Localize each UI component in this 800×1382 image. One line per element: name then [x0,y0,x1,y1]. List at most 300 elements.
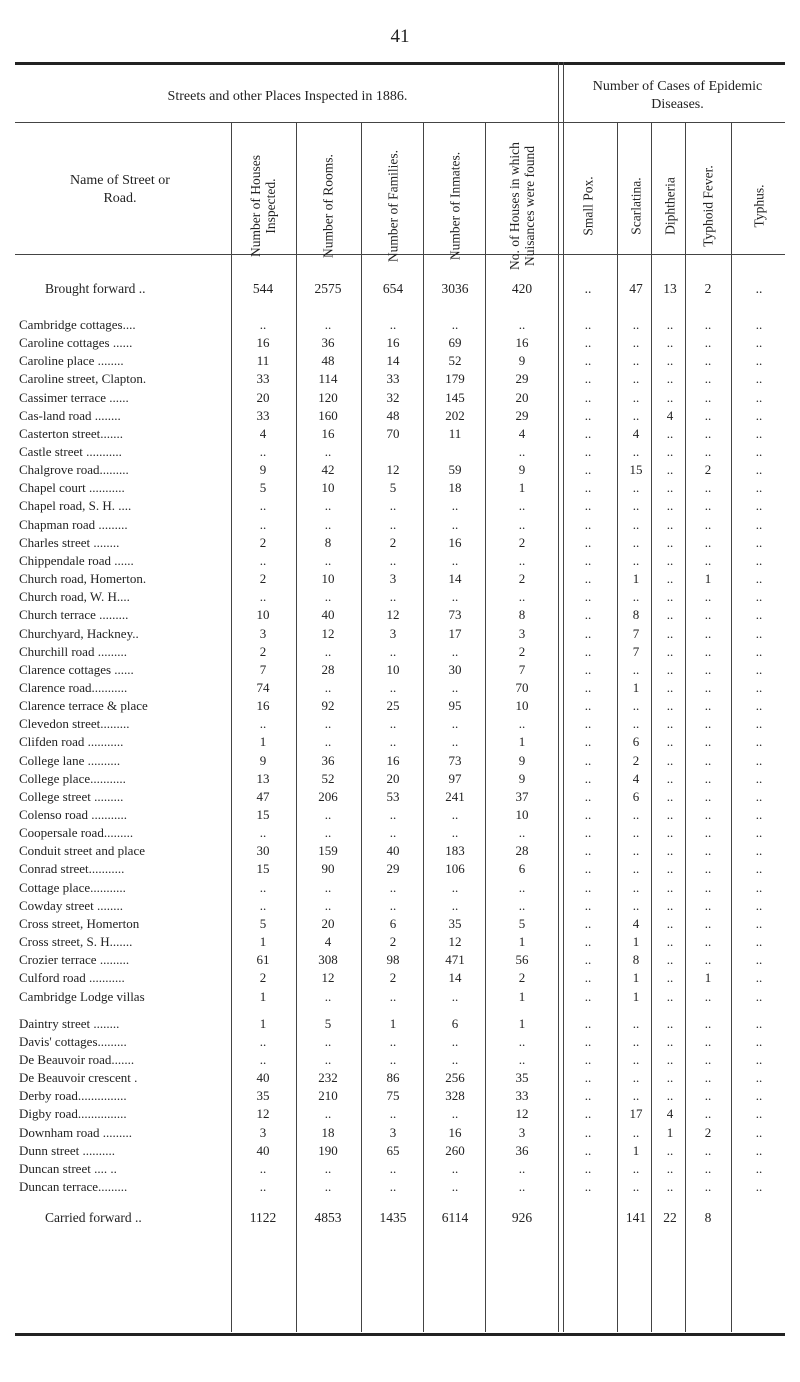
street-name: Cross street, S. H....... [19,934,133,949]
cell-typhus: .. [755,371,763,386]
cell-houses-inspected: 4 [259,426,267,441]
cell-rooms: .. [324,880,332,895]
cell-scarlatina: .. [632,662,640,677]
cell-diphtheria: .. [666,607,674,622]
cell-rooms: .. [324,1161,332,1176]
cell-families: .. [389,1106,397,1121]
cell-small-pox: .. [584,1034,592,1049]
col-header-houses-inspected [233,132,293,280]
street-name: Churchill road ......... [19,644,127,659]
cell-typhus: .. [755,462,763,477]
cell-typhus: .. [755,1179,763,1194]
col-header-houses-with-nuisances [487,132,557,280]
cell-inmates: .. [451,807,459,822]
cell-diphtheria: .. [666,898,674,913]
cell-rooms: 159 [318,843,338,858]
table-row [15,770,785,788]
cell-small-pox: .. [584,371,592,386]
cell-small-pox: .. [584,952,592,967]
cell-families: 2 [389,934,397,949]
table-row [15,570,785,588]
cell-scarlatina: .. [632,589,640,604]
cell-houses-with-nuisances: 2 [518,970,526,985]
cell-inmates: 6114 [441,1210,469,1225]
cell-typhus: .. [755,825,763,840]
cell-rooms: 10 [321,571,335,586]
street-name: Chapel court ........... [19,480,125,495]
table-row [15,988,785,1006]
street-name: College street ......... [19,789,124,804]
cell-typhoid-fever: .. [704,390,712,405]
cell-houses-inspected: 15 [256,807,270,822]
cell-typhus [733,1209,785,1227]
cell-typhoid-fever: 1 [704,970,712,985]
cell-typhoid-fever: .. [704,952,712,967]
cell-rooms: .. [324,898,332,913]
cell-houses-inspected: 33 [256,371,270,386]
cell-houses-inspected: .. [259,898,267,913]
cell-houses-inspected: .. [259,825,267,840]
cell-inmates: 14 [448,970,462,985]
street-name: De Beauvoir crescent . [19,1070,138,1085]
cell-typhus: .. [755,353,763,368]
cell-typhoid-fever: .. [704,880,712,895]
cell-rooms: .. [324,589,332,604]
col-header-rooms [298,132,358,280]
cell-scarlatina: .. [632,353,640,368]
cell-rooms: 36 [321,335,335,350]
cell-families: .. [389,825,397,840]
cell-rooms: 20 [321,916,335,931]
cell-houses-with-nuisances: 3 [518,1125,526,1140]
cell-houses-inspected: .. [259,589,267,604]
cell-rooms: 52 [321,771,335,786]
cell-small-pox: .. [584,1161,592,1176]
cell-rooms: 28 [321,662,335,677]
table-row [15,715,785,733]
cell-diphtheria: .. [666,1143,674,1158]
cell-small-pox: .. [584,607,592,622]
cell-rooms: .. [324,1106,332,1121]
cell-families: 3 [389,571,397,586]
cell-houses-with-nuisances: .. [518,553,526,568]
col-header-scarlatina [619,132,653,280]
cell-typhoid-fever: .. [704,989,712,1004]
cell-rooms: 190 [318,1143,338,1158]
cell-rooms: .. [324,517,332,532]
cell-diphtheria: 1 [666,1125,674,1140]
cell-typhoid-fever: .. [704,1143,712,1158]
col-header-diphtheria-label: Diphtheria [662,177,678,235]
cell-rooms: 42 [321,462,335,477]
cell-diphtheria: 4 [666,408,674,423]
cell-diphtheria: .. [666,843,674,858]
table-row [15,661,785,679]
cell-scarlatina: .. [632,698,640,713]
cell-inmates: 106 [445,861,465,876]
cell-small-pox: .. [584,281,592,296]
cell-houses-inspected: .. [259,1034,267,1049]
cell-families: 14 [386,353,400,368]
cell-scarlatina: .. [632,716,640,731]
cell-houses-inspected: 2 [259,970,267,985]
cell-houses-with-nuisances: 5 [518,916,526,931]
table-row [15,1178,785,1196]
street-name: Chapel road, S. H. .... [19,498,132,513]
cell-typhus: .. [755,1070,763,1085]
cell-small-pox: .. [584,716,592,731]
cell-diphtheria: .. [666,771,674,786]
street-name: Chapman road ......... [19,517,128,532]
cell-inmates: .. [451,1179,459,1194]
cell-scarlatina: .. [632,861,640,876]
cell-houses-inspected: .. [259,317,267,332]
cell-families [363,443,423,461]
cell-scarlatina: .. [632,1034,640,1049]
cell-diphtheria: .. [666,553,674,568]
cell-families: 20 [386,771,400,786]
street-name: Downham road ......... [19,1125,133,1140]
table-row [15,389,785,407]
cell-typhus: .. [755,444,763,459]
cell-houses-with-nuisances: .. [518,1179,526,1194]
cell-houses-with-nuisances: 420 [511,281,533,296]
cell-small-pox: .. [584,1070,592,1085]
cell-typhus: .. [755,535,763,550]
street-name: Churchyard, Hackney.. [19,626,139,641]
cell-typhus: .. [755,553,763,568]
cell-inmates: 59 [448,462,462,477]
street-name: Dunn street .......... [19,1143,116,1158]
cell-houses-inspected: 16 [256,335,270,350]
cell-rooms: 92 [321,698,335,713]
cell-small-pox: .. [584,571,592,586]
cell-typhoid-fever: .. [704,317,712,332]
cell-scarlatina: .. [632,1016,640,1031]
street-name: Derby road............... [19,1088,127,1103]
cell-scarlatina: .. [632,1125,640,1140]
cell-families: 10 [386,662,400,677]
cell-inmates: .. [451,680,459,695]
cell-diphtheria: .. [666,952,674,967]
cell-houses-with-nuisances: 29 [515,408,529,423]
cell-rooms: .. [324,1052,332,1067]
street-name: Castle street ........... [19,444,122,459]
col-header-typhus-label: Typhus. [751,184,767,228]
table-row [15,352,785,370]
cell-houses-with-nuisances: 28 [515,843,529,858]
cell-scarlatina: .. [632,480,640,495]
cell-diphtheria: .. [666,1161,674,1176]
cell-small-pox: .. [584,843,592,858]
cell-houses-with-nuisances: .. [518,880,526,895]
cell-typhoid-fever: .. [704,626,712,641]
cell-small-pox: .. [584,335,592,350]
cell-rooms: 120 [318,390,338,405]
cell-families: 65 [386,1143,400,1158]
table-row [15,897,785,915]
cell-rooms: .. [324,734,332,749]
cell-typhoid-fever: .. [704,716,712,731]
cell-rooms: .. [324,807,332,822]
cell-typhoid-fever: .. [704,916,712,931]
cell-houses-with-nuisances: 16 [515,335,529,350]
cell-typhus: .. [755,1125,763,1140]
cell-families: .. [389,716,397,731]
col-header-inmates [425,132,485,280]
cell-families: .. [389,644,397,659]
cell-diphtheria: 22 [663,1210,677,1225]
cell-families: .. [389,517,397,532]
cell-typhus: .. [755,390,763,405]
cell-small-pox: .. [584,698,592,713]
cell-houses-with-nuisances: 6 [518,861,526,876]
cell-scarlatina: .. [632,1161,640,1176]
cell-diphtheria: .. [666,1179,674,1194]
table-row [15,552,785,570]
cell-small-pox: .. [584,1016,592,1031]
cell-typhoid-fever: .. [704,898,712,913]
cell-diphtheria: .. [666,498,674,513]
cell-scarlatina: .. [632,517,640,532]
col-header-scarlatina-label: Scarlatina. [628,177,644,235]
cell-inmates: 241 [445,789,465,804]
cell-families: 25 [386,698,400,713]
cell-diphtheria: .. [666,371,674,386]
cell-rooms: .. [324,317,332,332]
cell-families: .. [389,1052,397,1067]
street-name: Brought forward .. [45,281,146,296]
cell-small-pox: .. [584,734,592,749]
cell-small-pox: .. [584,1106,592,1121]
cell-houses-inspected: 9 [259,753,267,768]
cell-typhoid-fever: .. [704,771,712,786]
cell-houses-inspected: 30 [256,843,270,858]
table-row [15,461,785,479]
cell-houses-with-nuisances: 9 [518,771,526,786]
cell-houses-inspected: 7 [259,662,267,677]
cell-typhus: .. [755,1052,763,1067]
cell-rooms: 210 [318,1088,338,1103]
cell-diphtheria: .. [666,662,674,677]
cell-houses-with-nuisances: .. [518,898,526,913]
cell-typhoid-fever: 8 [704,1210,712,1225]
cell-families: .. [389,807,397,822]
cell-typhus: .. [755,753,763,768]
cell-typhus: .. [755,644,763,659]
cell-diphtheria: .. [666,716,674,731]
street-name: Clifden road ........... [19,734,124,749]
cell-houses-inspected: 20 [256,390,270,405]
cell-typhus: .. [755,843,763,858]
cell-typhoid-fever: .. [704,644,712,659]
street-name: Clevedon street......... [19,716,130,731]
cell-inmates: 16 [448,1125,462,1140]
cell-houses-with-nuisances: 33 [515,1088,529,1103]
cell-typhus: .. [755,952,763,967]
cell-typhoid-fever: .. [704,698,712,713]
page-number: 41 [390,26,410,47]
cell-small-pox: .. [584,317,592,332]
cell-houses-with-nuisances: 29 [515,371,529,386]
cell-rooms: 10 [321,480,335,495]
cell-houses-with-nuisances: 35 [515,1070,529,1085]
cell-typhoid-fever: .. [704,553,712,568]
cell-typhoid-fever: .. [704,426,712,441]
cell-rooms: 4 [324,934,332,949]
cell-rooms: .. [324,680,332,695]
cell-inmates: 471 [445,952,465,967]
cell-typhoid-fever: .. [704,480,712,495]
street-name: Cottage place........... [19,880,126,895]
cell-scarlatina: .. [632,1179,640,1194]
cell-houses-inspected: 1 [259,1016,267,1031]
cell-families: .. [389,1179,397,1194]
cell-small-pox: .. [584,807,592,822]
cell-rooms: 90 [321,861,335,876]
cell-houses-inspected: 2 [259,535,267,550]
cell-small-pox: .. [584,771,592,786]
cell-inmates: .. [451,734,459,749]
cell-diphtheria: .. [666,807,674,822]
cell-families: .. [389,589,397,604]
cell-houses-with-nuisances: 2 [518,535,526,550]
street-name: Clarence cottages ...... [19,662,134,677]
cell-houses-with-nuisances: 4 [518,426,526,441]
cell-diphtheria: .. [666,734,674,749]
cell-rooms: 232 [318,1070,338,1085]
table-row [15,1015,785,1033]
table-row [15,1160,785,1178]
cell-typhoid-fever: 2 [704,1125,712,1140]
cell-scarlatina: .. [632,408,640,423]
cell-houses-with-nuisances: 7 [518,662,526,677]
table-row [15,806,785,824]
cell-families: 86 [386,1070,400,1085]
cell-inmates: 52 [448,353,462,368]
cell-inmates: 328 [445,1088,465,1103]
cell-typhus: .. [755,698,763,713]
col-header-houses-with-nuisances-label: No. of Houses in which Nuisances were found [507,142,537,270]
cell-rooms: 36 [321,753,335,768]
cell-inmates: .. [451,898,459,913]
cell-inmates: 97 [448,771,462,786]
cell-inmates: 260 [445,1143,465,1158]
street-name: Cassimer terrace ...... [19,390,129,405]
table-row [15,969,785,987]
cell-diphtheria: .. [666,680,674,695]
cell-houses-inspected: 40 [256,1070,270,1085]
street-name: Culford road ........... [19,970,125,985]
table-row [15,1124,785,1142]
cell-inmates: .. [451,989,459,1004]
cell-inmates: 11 [448,426,462,441]
cell-small-pox: .. [584,898,592,913]
table-row [15,625,785,643]
cell-small-pox: .. [584,1179,592,1194]
cell-typhus: .. [755,607,763,622]
cell-typhus: .. [755,626,763,641]
cell-typhoid-fever: 2 [704,281,712,296]
cell-typhus: .. [755,934,763,949]
cell-scarlatina: 1 [632,934,640,949]
col-header-typhoid-fever-label: Typhoid Fever. [700,165,716,247]
street-name: Charles street ........ [19,535,120,550]
cell-diphtheria: .. [666,571,674,586]
cell-rooms: 18 [321,1125,335,1140]
cell-houses-with-nuisances: 12 [515,1106,529,1121]
cell-houses-with-nuisances: 9 [518,462,526,477]
cell-inmates: .. [451,1106,459,1121]
cell-rooms: .. [324,1179,332,1194]
street-name: College place........... [19,771,126,786]
cell-scarlatina: 4 [632,426,640,441]
cell-small-pox: .. [584,1125,592,1140]
cell-small-pox: .. [584,626,592,641]
cell-houses-inspected: .. [259,553,267,568]
cell-scarlatina: .. [632,1088,640,1103]
cell-typhoid-fever: .. [704,825,712,840]
cell-small-pox: .. [584,408,592,423]
table-row [15,1051,785,1069]
cell-diphtheria: .. [666,1016,674,1031]
cell-scarlatina: .. [632,843,640,858]
cell-diphtheria: .. [666,626,674,641]
cell-families: 5 [389,480,397,495]
inspection-table [15,62,785,1225]
cell-typhoid-fever: .. [704,753,712,768]
street-name: Church road, W. H.... [19,589,130,604]
cell-inmates: 145 [445,390,465,405]
street-name: Clarence road........... [19,680,128,695]
cell-scarlatina: 8 [632,607,640,622]
cell-small-pox: .. [584,1052,592,1067]
cell-scarlatina: .. [632,535,640,550]
cell-houses-with-nuisances: 70 [515,680,529,695]
cell-houses-with-nuisances: 8 [518,607,526,622]
cell-houses-with-nuisances: .. [518,716,526,731]
cell-houses-with-nuisances: 1 [518,934,526,949]
cell-typhoid-fever: .. [704,517,712,532]
street-name: Church terrace ......... [19,607,129,622]
cell-houses-inspected: .. [259,1161,267,1176]
cell-typhoid-fever: .. [704,934,712,949]
cell-scarlatina: .. [632,898,640,913]
cell-scarlatina: 4 [632,916,640,931]
cell-scarlatina: 4 [632,771,640,786]
cell-houses-with-nuisances: 2 [518,644,526,659]
table-row [15,915,785,933]
cell-inmates: 35 [448,916,462,931]
cell-small-pox: .. [584,498,592,513]
cell-small-pox: .. [584,390,592,405]
cell-inmates: 3036 [441,281,469,296]
table-row [15,679,785,697]
cell-houses-with-nuisances: 9 [518,353,526,368]
cell-inmates: 18 [448,480,462,495]
cell-houses-inspected: 5 [259,480,267,495]
cell-families: .. [389,680,397,695]
cell-scarlatina: .. [632,371,640,386]
cell-families: 6 [389,916,397,931]
bottom-rule [15,1333,785,1336]
col-header-rooms-label: Number of Rooms. [320,154,336,258]
cell-typhus: .. [755,1106,763,1121]
table-row [15,697,785,715]
cell-rooms: 40 [321,607,335,622]
cell-scarlatina: .. [632,444,640,459]
streets-section-title: Streets and other Places Inspected in 1886. [167,89,408,104]
